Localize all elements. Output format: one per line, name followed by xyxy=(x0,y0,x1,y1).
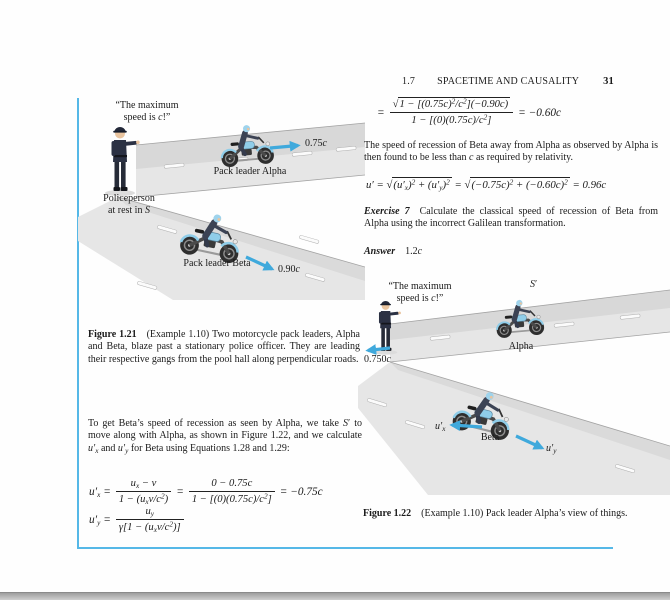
page-number: 31 xyxy=(603,76,614,87)
example-box-bottom-rule xyxy=(77,547,613,549)
caption-figure-1-21: Figure 1.21 (Example 1.10) Two motorcycle pack leaders, Alpha and Beta, blaze past a stationary police officer. They are leading their respective gangs from the pool hall along perpendicular roads. xyxy=(88,329,360,365)
exercise-7-answer: Answer 1.2c xyxy=(364,246,423,257)
caption-figure-1-22: Figure 1.22 (Example 1.10) Pack leader Alpha’s view of things. xyxy=(363,508,628,519)
speech-bubble-text: “The maximum speed is c!” xyxy=(388,281,452,304)
equation-recession: = $\frac{√1 - [(0.75c)^2/c^2](-0.90c)}{1 - [(0)(0.75c)/c^2]}$ = −0.60c xyxy=(377,96,562,127)
equation-total-speed: $u' = √(u'_x)^2 + (u'_y)^2 = √(-0.75c)^2 + (-0.60c)^2 = 0.96c$ xyxy=(366,177,607,192)
speech-bubble-text: “The maximum speed is c!” xyxy=(115,100,179,123)
figure-1-22-artwork xyxy=(358,278,670,495)
officer-speed-label: 0.750c xyxy=(364,354,391,365)
beta-label: Pack leader Beta xyxy=(183,258,251,269)
section-title: SPACETIME AND CAUSALITY xyxy=(437,76,580,87)
officer-label: Policeperson at rest in S xyxy=(103,193,155,216)
police-officer xyxy=(105,127,140,196)
figure-1-21 xyxy=(78,95,365,300)
body-paragraph-right: The speed of recession of Beta away from Alpha as observed by Alpha is then found to be less than c as required by relativity. xyxy=(364,140,658,164)
alpha-label: Alpha xyxy=(508,341,534,352)
equation-ux-prime: $u'_x$ = $\frac{u_x - v}{1 - (u_xv/c^2)}$ = $\frac{0 - 0.75c}{1 - [(0)(0.75c)/c^2]}$ = −0.75c xyxy=(89,478,323,507)
equation-uy-prime: $u'_y$ = $\frac{u_y}{\gamma[1 - (u_xv/c^2)]}$ xyxy=(89,505,184,534)
figure-1-22 xyxy=(358,278,670,495)
alpha-speed-label: 0.75c xyxy=(305,138,327,149)
uy-label: $u'_y$ xyxy=(546,443,557,455)
beta-label: Beta xyxy=(480,432,500,443)
alpha-label: Pack leader Alpha xyxy=(213,166,287,177)
road-diagonal xyxy=(358,362,670,495)
ux-arrow xyxy=(452,425,482,427)
running-head xyxy=(402,76,614,87)
frame-s-prime-label: S′ xyxy=(530,279,538,290)
body-paragraph-left: To get Beta’s speed of recession as seen by Alpha, we take S′ to move along with Alpha, as shown in Figure 1.22, and we calculate $u'_x$ and $u'_y$ for Beta using Equations 1.28 and 1.29: xyxy=(88,418,363,455)
beta-speed-label: 0.90c xyxy=(278,264,300,275)
window-edge-bar xyxy=(0,592,670,600)
exercise-7: Exercise 7 Calculate the classical speed of recession of Beta from Alpha using the incorrect Galilean transformation. xyxy=(364,206,659,230)
ux-label: $u'_x$ xyxy=(435,421,446,433)
section-number: 1.7 xyxy=(402,76,416,87)
